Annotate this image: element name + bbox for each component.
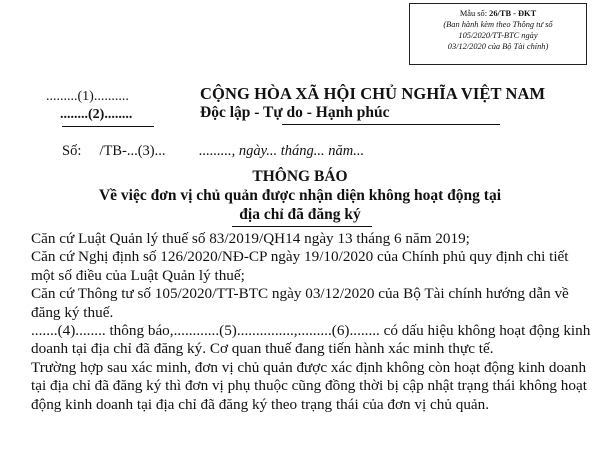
body-paragraph: Căn cứ Nghị định số 126/2020/NĐ-CP ngày 19/10/2020 của Chính phủ quy định chi tiết một số điều của Luật Quản lý thuế; [31, 248, 569, 284]
title-underline [232, 226, 372, 227]
national-motto: Độc lập - Tự do - Hạnh phúc [200, 104, 390, 121]
document-title: THÔNG BÁO [252, 168, 348, 185]
motto-underline [282, 124, 500, 125]
form-note-line-3: 03/12/2020 của Bộ Tài chính) [447, 42, 549, 51]
managing-unit-line: .........(1).......... [46, 89, 129, 104]
body-paragraph: Trường hợp sau xác minh, đơn vị chủ quản được xác định không còn hoạt động kinh doanh tại địa chỉ đã đăng ký thì đơn vị phụ thuộc cũng đồng thời bị cập nhật trạng thái không hoạt động kinh doanh tại địa chỉ đã đăng ký theo trạng thái của đơn vị chủ quản. [31, 358, 587, 413]
body-paragraph: Căn cứ Thông tư số 105/2020/TT-BTC ngày 03/12/2020 của Bộ Tài chính hướng dẫn về đăng ký thuế. [31, 285, 569, 321]
national-title: CỘNG HÒA XÃ HỘI CHỦ NGHĨA VIỆT NAM [200, 84, 546, 103]
form-code [410, 8, 586, 19]
form-note-line-1: (Ban hành kèm theo Thông tư số [443, 20, 553, 29]
form-code-box [409, 3, 587, 65]
issuing-unit-line: ........(2)........ [60, 107, 133, 122]
document-number: Số: /TB-...(3)... [62, 143, 166, 159]
document-body [31, 230, 591, 414]
document-date: ........., ngày... tháng... năm... [199, 143, 365, 159]
form-code-prefix: Mẫu số: [459, 9, 490, 18]
body-paragraph: Căn cứ Luật Quản lý thuế số 83/2019/QH14 ngày 13 tháng 6 năm 2019; [31, 230, 470, 247]
document-title-block [0, 167, 600, 224]
document-subject-line-2: địa chỉ đã đăng ký [239, 206, 361, 223]
form-code-value: 26/TB - ĐKT [489, 9, 537, 18]
body-paragraph: .......(4)........ thông báo,............(5)...............,.........(6)........ có dấu hiệu không hoạt động kinh doanh tại địa chỉ đã đăng ký. Cơ quan thuế đang tiến hành xác minh thực tế. [31, 322, 591, 358]
form-note-line-2: 105/2020/TT-BTC ngày [458, 31, 538, 40]
document-subject-line-1: Về việc đơn vị chủ quản được nhận diện không hoạt động tại [98, 187, 502, 204]
issuing-unit-underline [62, 126, 154, 127]
